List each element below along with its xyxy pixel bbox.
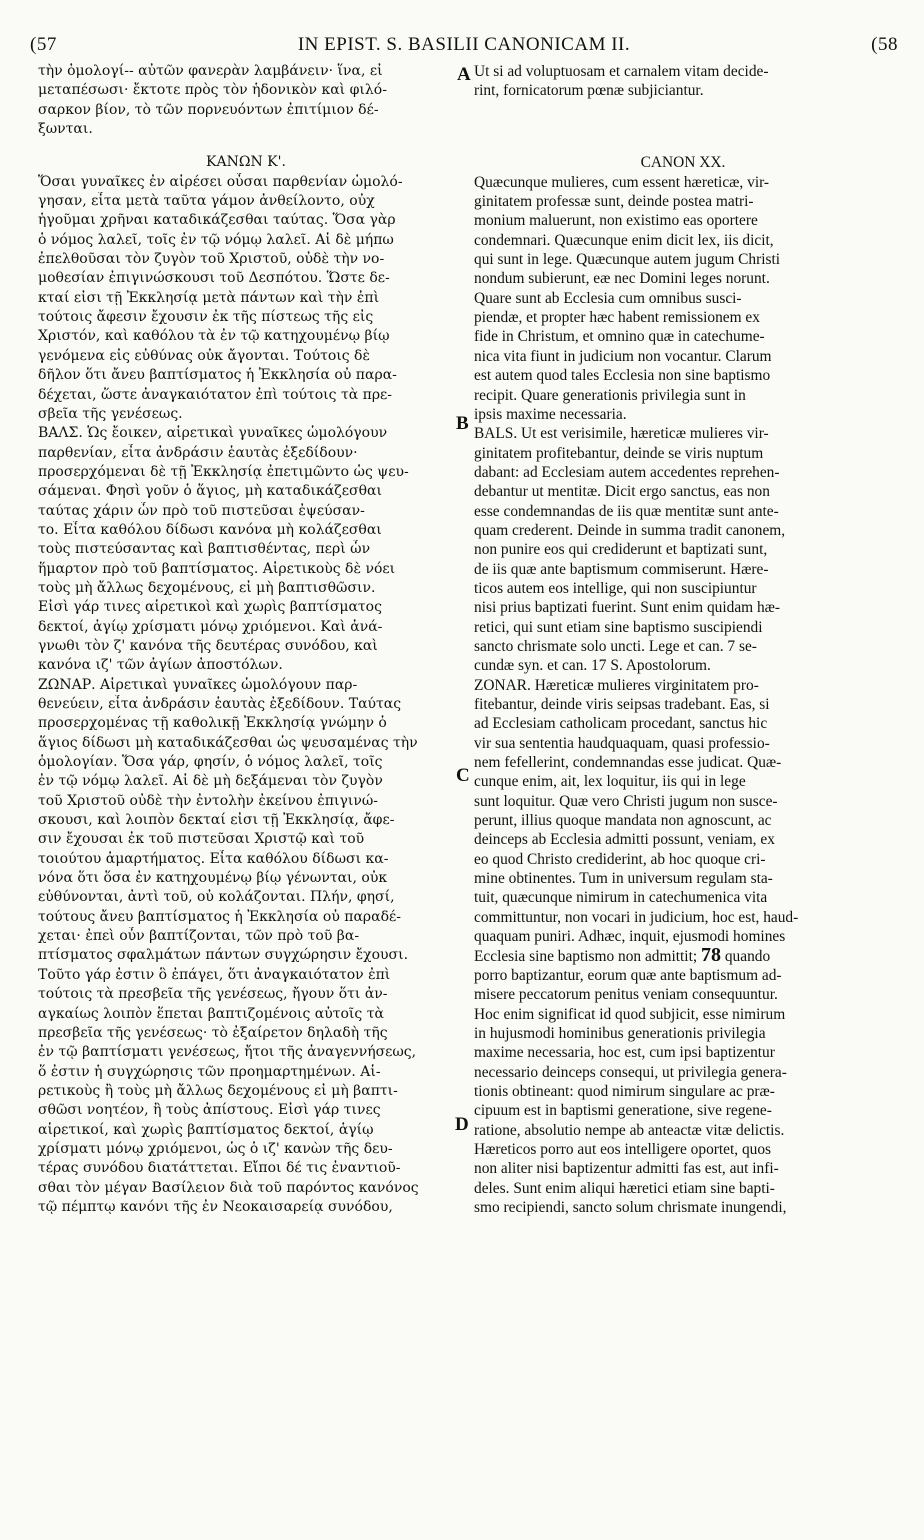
text-line: vir sua sententia haudquaquam, quasi professio-: [474, 734, 770, 752]
greek-balsamon-commentary: [38, 424, 454, 675]
text-line: est autem quod tales Ecclesia non sine baptismo: [474, 367, 771, 385]
line-text: Ecclesia sine baptismo non admittit;: [474, 948, 698, 966]
text-line: Quare sunt ab Ecclesia cum omnibus susci-: [474, 289, 742, 307]
margin-marker-a: A: [457, 64, 471, 85]
text-line: χεται· ἐπεὶ οὖν βαπτίζονται, τῶν πρὸ τοῦ βα-: [38, 928, 360, 945]
column-number: 78: [700, 946, 721, 966]
text-line: κανόνα ιζ' τῶν ἁγίων ἀποστόλων.: [38, 657, 283, 674]
text-line: σβεῖα τῆς γενέσεως.: [38, 405, 183, 422]
latin-canon-title: CANON XX.: [640, 154, 726, 172]
text-line: fitebantur, deinde viris seipsas tradebant. Eas, si: [474, 696, 770, 713]
text-line: ZONAR. Hæreticæ mulieres virginitatem pro-: [474, 676, 759, 694]
line-text-tail: quando: [724, 948, 771, 966]
text-line: γνωθι τὸν ζ' κανόνα τῆς δευτέρας συνόδου, καὶ: [38, 637, 378, 654]
text-line: τοιούτου ἁμαρτήματος. Εἶτα καθόλου δίδωσι κα-: [38, 850, 389, 867]
text-line: Hæreticos porro aut eos intelligere oportet, quos: [474, 1140, 772, 1158]
text-line: ad Ecclesiam catholicam procedant, sanctus hic: [474, 715, 768, 733]
text-line: γησαν, εἶτα μετὰ ταῦτα γάμον ἀνθείλοντο, οὐχ: [38, 193, 375, 210]
text-line: in hujusmodi hominibus generationis privilegia: [474, 1024, 766, 1042]
text-line: cunque enim, ait, lex loquitur, iis qui in lege: [474, 773, 746, 791]
text-line: cipuum est in baptismi generatione, sive regene-: [474, 1102, 772, 1120]
text-line: ξωνται.: [38, 121, 93, 138]
text-line: ticos autem eos intellige, qui non suscipiuntur: [474, 579, 757, 597]
text-line: ρετικοὺς ἢ τοὺς μὴ ἄλλως δεχομένους εἰ μὴ βαπτι-: [38, 1082, 398, 1099]
text-line: σαρκον βίον, τὸ τῶν πορνευόντων ἐπιτίμιον δέ-: [38, 101, 379, 118]
text-line: τέρας συνόδου διατάττεται. Εἴποι δέ τις ἐναντιοῦ-: [38, 1160, 401, 1177]
text-line: deles. Sunt enim aliqui hæretici etiam sine bapti-: [474, 1179, 775, 1197]
text-line: χρίσματι μόνῳ χριόμενοι, ὡς ὁ ιζ' κανὼν τῆς δευ-: [38, 1140, 393, 1157]
text-line: ἐπελθοῦσαι τὸν ζυγὸν τοῦ Χριστοῦ, οὐδὲ τὴν νο-: [38, 251, 385, 268]
text-line: piendæ, et propter hæc habent remissionem ex: [474, 309, 760, 327]
text-line: πρεσβεῖα τῆς γενέσεως· τὸ ἐξαίρετον δηλαδὴ τῆς: [38, 1024, 388, 1041]
text-line: retici, qui sunt etiam sine baptismo suscipiendi: [474, 618, 763, 636]
text-line: τοὺς μὴ ἄλλως δεχομένους, εἰ μὴ βαπτισθῶσιν.: [38, 579, 376, 596]
text-line: τὴν ὁμολογί-- αὐτῶν φανερὰν λαμβάνειν· ἵνα, εἰ: [38, 63, 383, 79]
text-line: ginitatem profitebantur, deinde se viris nuptum: [474, 444, 764, 462]
text-line: debantur ut mentitæ. Dicit ergo sanctus, eas non: [474, 483, 770, 501]
text-line: misere peccatorum penitus veniam consequuntur.: [474, 986, 778, 1004]
greek-zonaras-commentary: [38, 676, 454, 1218]
text-line: αγκαίως λοιπὸν ἕπεται βαπτιζομένοις αὐτοῖς τὰ: [38, 1005, 384, 1022]
text-line: σιν ἔχουσαι ἐκ τοῦ πιστεῦσαι Χριστῷ καὶ τοῦ: [38, 831, 365, 848]
text-line: porro baptizantur, eorum quæ ante baptismum ad-: [474, 966, 782, 984]
text-line: smo recipiendi, sancto solum chrismate inungendi,: [474, 1198, 787, 1216]
text-line: δῆλον ὅτι ἄνευ βαπτίσματος ἡ Ἐκκλησία οὐ παρα-: [38, 367, 397, 384]
text-line: cundæ syn. et can. 17 S. Apostolorum.: [474, 657, 711, 675]
text-line: Quæcunque mulieres, cum essent hæreticæ, vir-: [474, 173, 770, 191]
text-line: ἅγιος δίδωσι μὴ καταδικάζεσθαι ὡς ψευσαμένας τὴν: [38, 734, 418, 751]
text-line: ἐν τῷ βαπτίσματι γενέσεως, ἤτοι τῆς ἀναγεννήσεως,: [38, 1044, 417, 1061]
text-line: Εἰσὶ γάρ τινες αἱρετικοὶ καὶ χωρὶς βαπτίσματος: [38, 599, 382, 616]
text-line: nondum subierunt, eæ nec Domini leges norunt.: [474, 270, 770, 288]
text-line: dabant: ad Ecclesiam autem accedentes reprehen-: [474, 463, 780, 481]
text-line: tionis obtineant: quod nimirum singulare ac præ-: [474, 1082, 775, 1100]
text-line: δέχεται, ὥστε ἀναγκαιότατον ἐπὶ τούτοις τὰ πρε-: [38, 386, 393, 403]
text-line: ΒΑΛΣ. Ὡς ἔοικεν, αἱρετικαὶ γυναῖκες ὡμολόγουν: [38, 425, 388, 442]
text-line: de iis quæ ante baptismum commiserunt. Hære-: [474, 560, 769, 578]
text-line: ἥμαρτον πρὸ τοῦ βαπτίσματος. Αἱρετικοὺς δὲ νόει: [38, 560, 396, 577]
margin-marker-c: C: [456, 765, 470, 786]
latin-balsamon-commentary: [474, 424, 892, 675]
text-line: ὁ νόμος λαλεῖ, τοῖς ἐν τῷ νόμῳ λαλεῖ. Αἱ δὲ μήπω: [38, 231, 394, 248]
page-number-right: (58: [871, 34, 898, 55]
running-title: IN EPIST. S. BASILII CANONICAM II.: [297, 34, 631, 55]
text-line: monium maluerunt, non existimo eas oportere: [474, 212, 758, 230]
greek-canon-text: [38, 173, 454, 424]
text-line: maxime necessaria, hoc est, cum ipsi baptizentur: [474, 1044, 775, 1062]
margin-marker-b: B: [456, 413, 469, 434]
text-line: sancto chrismate solo uncti. Lege et can. 7 se-: [474, 637, 757, 655]
text-line: ΖΩΝΑΡ. Αἱρετικαὶ γυναῖκες ὡμολόγουν παρ-: [38, 676, 358, 693]
text-line: τούτους ἄνευ βαπτίσματος ἡ Ἐκκλησία οὐ παραδέ-: [38, 908, 402, 925]
text-line: Ut si ad voluptuosam et carnalem vitam decide-: [474, 63, 769, 80]
text-line: ἐν τῷ νόμῳ λαλεῖ. Αἱ δὲ μὴ δεξάμεναι τὸν ζυγὸν: [38, 773, 383, 790]
text-line: Ὅσαι γυναῖκες ἐν αἱρέσει οὖσαι παρθενίαν ὡμολό-: [38, 173, 403, 190]
text-line: τῷ πέμπτῳ κανόνι τῆς ἐν Νεοκαισαρείᾳ συνόδου,: [38, 1198, 393, 1215]
text-line: perunt, illius quoque mandata non agnoscunt, ac: [474, 812, 772, 830]
page-number-left: (57: [30, 34, 57, 55]
text-line: ὁμολογίαν. Ὅσα γάρ, φησίν, ὁ νόμος λαλεῖ, τοῖς: [38, 754, 383, 771]
text-line: τοῦ Χριστοῦ οὐδὲ τὴν ἐντολὴν ἐκείνου ἐπιγινώ-: [38, 792, 378, 809]
text-line: deinceps ab Ecclesia admitti possunt, veniam, ex: [474, 831, 775, 849]
text-line: Χριστόν, καὶ καθόλου τὰ ἐν τῷ κατηχουμένῳ βίῳ: [38, 328, 390, 345]
text-line: rint, fornicatorum pœnæ subjiciantur.: [474, 82, 704, 100]
text-line: τούτοις ἄφεσιν ἔχουσιν ἐκ τῆς πίστεως τῆς εἰς: [38, 309, 374, 326]
text-line: προσερχομένας τῇ καθολικῇ Ἐκκλησίᾳ γνώμην ὁ: [38, 715, 387, 732]
latin-intro: [474, 62, 892, 101]
text-line: σθαι τὸν μέγαν Βασίλειον διὰ τοῦ παρόντος κανόνος: [38, 1179, 419, 1196]
text-line: προσερχόμεναι δὲ τῇ Ἐκκλησίᾳ ἐπετιμῶντο ὡς ψευ-: [38, 463, 409, 480]
greek-canon-title: ΚΑΝΩΝ Κ'.: [206, 154, 286, 171]
text-line: necessario deinceps consequi, ut privilegia genera-: [474, 1063, 787, 1081]
text-line: το. Εἶτα καθόλου δίδωσι κανόνα μὴ κολάζεσθαι: [38, 521, 382, 538]
running-header: [30, 34, 898, 58]
text-line: BALS. Ut est verisimile, hæreticæ mulieres vir-: [474, 425, 769, 443]
text-line: qui sunt in lege. Quæcunque autem jugum Christi: [474, 251, 781, 269]
text-line: nem fefellerint, condemnandas esse judicat. Quæ-: [474, 754, 782, 772]
text-line: αἱρετικοί, καὶ χωρὶς βαπτίσματος δεκτοί, ἁγίῳ: [38, 1121, 374, 1138]
text-line: σθῶσι νοητέον, ἢ τοὺς ἀπίστους. Εἰσὶ γάρ τινες: [38, 1102, 381, 1119]
text-line: γενόμενα εἰς εὐθύνας οὐκ ἄγονται. Τούτοις δὲ: [38, 347, 370, 364]
text-line: ἡγοῦμαι χρῆναι καταδικάζεσθαι ταύτας. Ὅσα γὰρ: [38, 212, 396, 229]
text-line: Hoc enim significat id quod subjicit, esse nimirum: [474, 1005, 786, 1023]
text-line: fide in Christum, et omnino quæ in catechume-: [474, 328, 765, 346]
text-line: mine obtinentes. Tum in universum regulam sta-: [474, 870, 773, 888]
latin-zonaras-commentary: [474, 676, 892, 1218]
text-line: [474, 946, 892, 965]
text-line: ratione, absolutio nempe ab anteactæ vitæ delictis.: [474, 1121, 785, 1139]
text-line: non aliter nisi baptizentur admitti fas est, aut infi-: [474, 1160, 779, 1178]
text-line: μοθεσίαν ἐπιγινώσκουσι τοῦ Δεσπότου. Ὥστε δε-: [38, 270, 390, 287]
text-line: quaquam puniri. Adhæc, inquit, ejusmodi homines: [474, 928, 786, 946]
text-line: τοὺς πιστεύσαντας καὶ βαπτισθέντας, περὶ ὧν: [38, 541, 371, 558]
text-line: Τοῦτο γάρ ἐστιν ὃ ἐπάγει, ὅτι ἀναγκαιότατον ἐπὶ: [38, 966, 391, 983]
greek-column: [38, 62, 454, 1217]
text-line: ταύτας χάριν ὧν πρὸ τοῦ πιστεῦσαι ἐψεύσαν-: [38, 502, 365, 519]
text-line: παρθενίαν, εἶτα ἀνδράσιν ἑαυτὰς ἐξεδίδουν·: [38, 444, 358, 461]
text-line: τούτοις τὰ πρεσβεῖα τῆς γενέσεως, ἤγουν ὅτι ἀν-: [38, 986, 388, 1003]
text-line: ὅ ἐστιν ἡ συγχώρησις τῶν προημαρτημένων. Αἱ-: [38, 1063, 381, 1080]
text-line: σάμεναι. Φησὶ γοῦν ὁ ἅγιος, μὴ καταδικάζεσθαι: [38, 483, 382, 500]
text-line: condemnari. Quæcunque enim dicit lex, iis dicit,: [474, 231, 774, 249]
text-line: sunt loquitur. Quæ vero Christi jugum non susce-: [474, 792, 778, 810]
latin-column: [474, 62, 892, 1217]
text-line: nica vita fiunt in judicium non vocantur. Clarum: [474, 347, 772, 365]
text-line: nisi prius baptizati fuerint. Sunt enim quidam hæ-: [474, 599, 781, 617]
text-line: quam crederent. Deinde in summa tradit canonem,: [474, 521, 786, 539]
text-line: eo quod Christo crediderint, ab hoc quoque cri-: [474, 850, 766, 868]
text-line: ipsis maxime necessaria.: [474, 405, 627, 423]
text-line: σκουσι, καὶ λοιπὸν δεκταί εἰσι τῇ Ἐκκλησίᾳ, ἄφε-: [38, 812, 395, 829]
text-line: μεταπέσωσι· ἔκτοτε πρὸς τὸν ἡδονικὸν καὶ φιλό-: [38, 82, 387, 99]
text-line: recipit. Quare generationis privilegia sunt in: [474, 386, 746, 404]
text-line: νόνα ὅτι ὅσα ἐν κατηχουμένῳ βίῳ γένωνται, οὐκ: [38, 870, 388, 887]
text-line: δεκτοί, ἁγίῳ χρίσματι μόνῳ χριόμενοι. Καὶ ἀνά-: [38, 618, 383, 635]
text-line: πτίσματος σφαλμάτων πάντων συγχώρησιν ἔχουσι.: [38, 947, 409, 964]
text-line: κταί εἰσι τῇ Ἐκκλησίᾳ μετὰ πάντων καὶ τὴν ἐπὶ: [38, 289, 380, 306]
text-line: ginitatem professæ sunt, deinde postea matri-: [474, 193, 754, 211]
text-line: committuntur, non vocari in judicium, hoc est, haud-: [474, 908, 799, 926]
text-line: θενεύειν, εἶτα ἀνδράσιν ἑαυτὰς ἐξεδίδουν. Ταύτας: [38, 696, 402, 712]
latin-canon-text: [474, 173, 892, 424]
text-line: εὐθύνονται, ἀντὶ τοῦ, οὐ κολάζονται. Πλήν, φησί,: [38, 889, 395, 906]
text-line: non punire eos qui crediderunt et baptizati sunt,: [474, 541, 768, 559]
text-line: tuit, quæcunque nimirum in catechumenica vita: [474, 889, 768, 907]
greek-intro: [38, 62, 454, 139]
margin-marker-d: D: [455, 1114, 469, 1135]
text-line: esse condemnandas de iis quæ mentitæ sunt ante-: [474, 502, 779, 520]
